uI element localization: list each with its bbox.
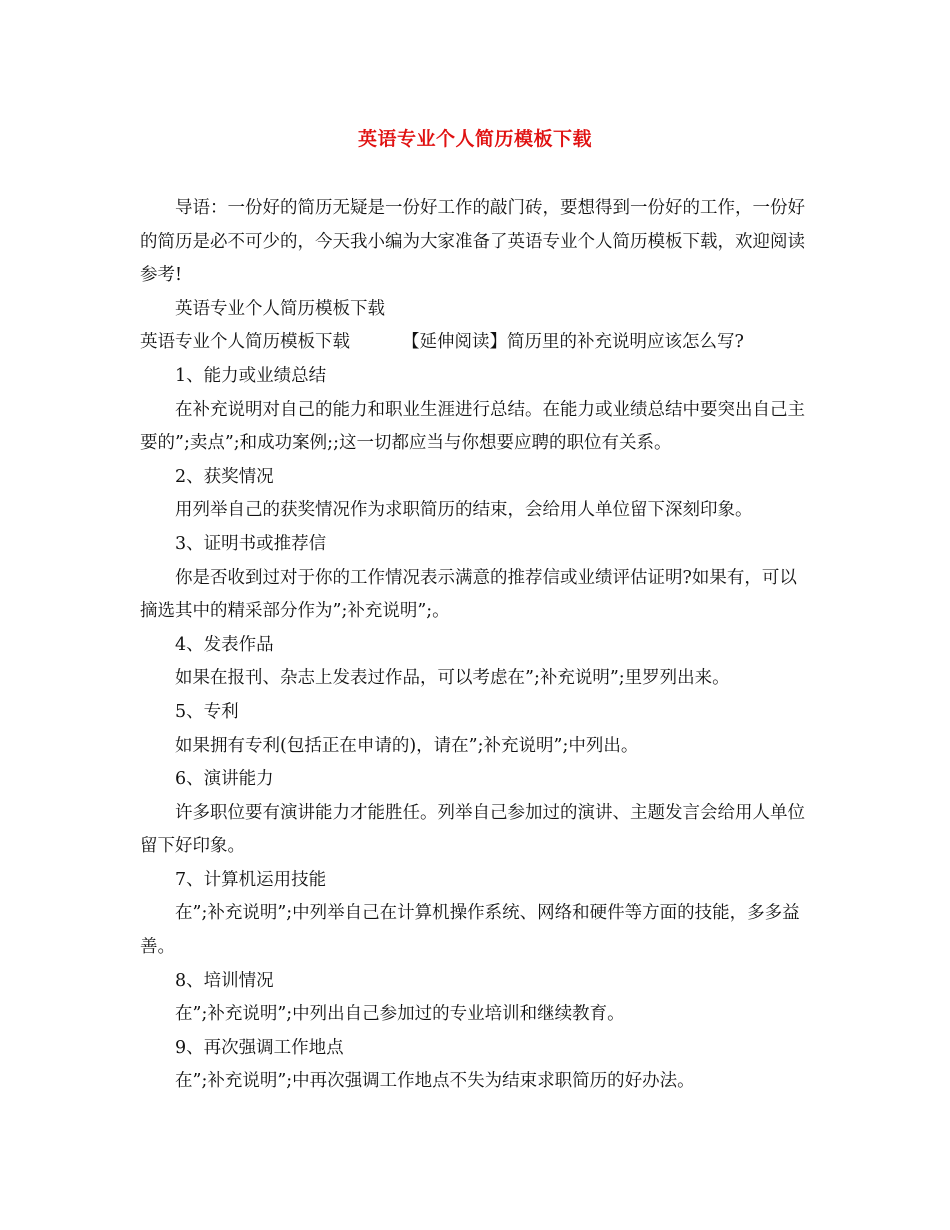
section-text: 如果拥有专利(包括正在申请的)，请在”;补充说明”;中列出。 [175, 735, 639, 756]
section-heading: 1、能力或业绩总结 [175, 365, 327, 386]
subtitle-line: 英语专业个人简历模板下载 [175, 298, 385, 319]
section-heading: 8、培训情况 [175, 970, 274, 991]
section-text: 你是否收到过对于你的工作情况表示满意的推荐信或业绩评估证明?如果有，可以摘选其中的精采部分作为”;补充说明”;。 [140, 567, 797, 622]
document-body [140, 192, 812, 1099]
section-text: 许多职位要有演讲能力才能胜任。列举自己参加过的演讲、主题发言会给用人单位留下好印象。 [140, 802, 805, 857]
document-title: 英语专业个人简历模板下载 [357, 128, 592, 150]
section-text: 用列举自己的获奖情况作为求职简历的结束，会给用人单位留下深刻印象。 [175, 500, 753, 521]
section-heading: 3、证明书或推荐信 [175, 533, 327, 554]
section-heading: 9、再次强调工作地点 [175, 1037, 344, 1058]
extended-reading-line [140, 326, 812, 360]
extended-line-left: 英语专业个人简历模板下载 [140, 332, 350, 353]
section-heading: 7、计算机运用技能 [175, 869, 327, 890]
section-text: 在”;补充说明”;中列举自己在计算机操作系统、网络和硬件等方面的技能，多多益善。 [140, 903, 800, 958]
intro-paragraph: 导语：一份好的简历无疑是一份好工作的敲门砖，要想得到一份好的工作，一份好的简历是必不可少的，今天我小编为大家准备了英语专业个人简历模板下载，欢迎阅读参考! [140, 198, 805, 286]
section-text: 在补充说明对自己的能力和职业生涯进行总结。在能力或业绩总结中要突出自己主要的”;卖点”;和成功案例;;这一切都应当与你想要应聘的职位有关系。 [140, 399, 805, 454]
section-text: 在”;补充说明”;中再次强调工作地点不失为结束求职简历的好办法。 [175, 1071, 695, 1092]
section-heading: 6、演讲能力 [175, 769, 274, 790]
section-heading: 2、获奖情况 [175, 466, 274, 487]
extended-line-right: 【延伸阅读】简历里的补充说明应该怎么写? [402, 332, 744, 353]
section-heading: 5、专利 [175, 701, 239, 722]
section-heading: 4、发表作品 [175, 634, 274, 655]
section-text: 在”;补充说明”;中列出自己参加过的专业培训和继续教育。 [175, 1004, 625, 1025]
section-text: 如果在报刊、杂志上发表过作品，可以考虑在”;补充说明”;里罗列出来。 [175, 668, 730, 689]
